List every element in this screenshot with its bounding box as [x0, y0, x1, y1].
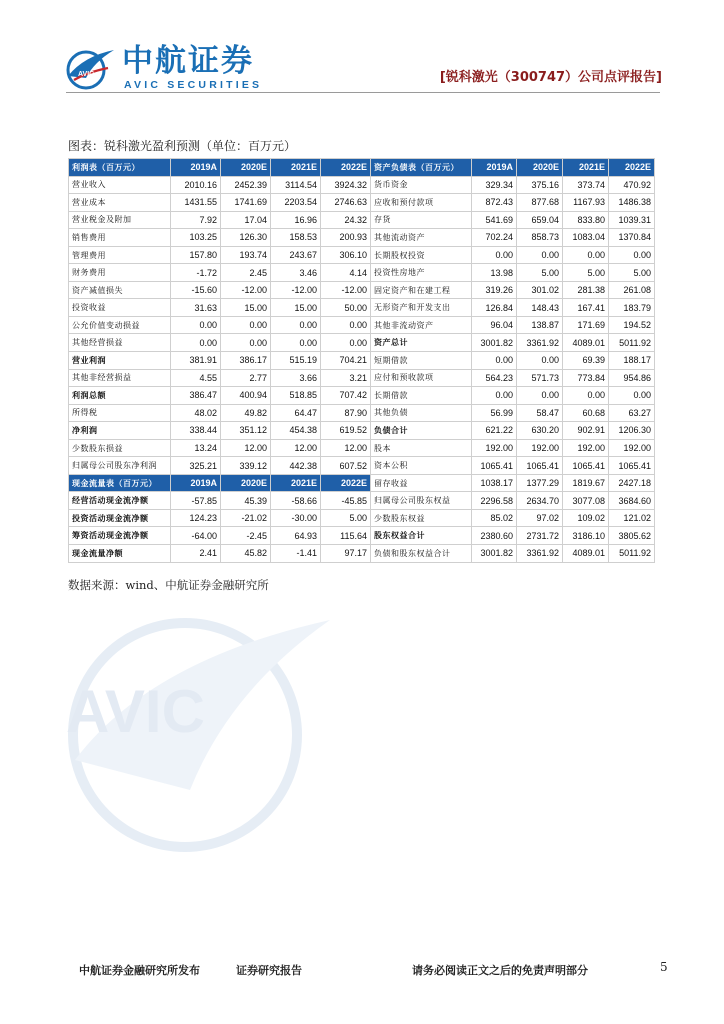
- table-row-label: 其他经营损益: [69, 334, 171, 352]
- table-cell: 281.38: [563, 281, 609, 299]
- table-cell: 243.67: [271, 246, 321, 264]
- table-row: [69, 246, 655, 264]
- table-cell: 60.68: [563, 404, 609, 422]
- table-cell: 1370.84: [609, 229, 655, 247]
- table-row-label: 资产减值损失: [69, 281, 171, 299]
- table-header-row: [69, 159, 655, 177]
- table-cell: 518.85: [271, 387, 321, 405]
- table-row-label: 营业成本: [69, 194, 171, 212]
- table-cell: 2020E: [221, 474, 271, 492]
- table-row-label: 资产负债表（百万元）: [371, 159, 472, 177]
- table-row: [69, 545, 655, 563]
- table-cell: 3077.08: [563, 492, 609, 510]
- table-cell: 16.96: [271, 211, 321, 229]
- table-cell: 2296.58: [472, 492, 517, 510]
- table-row: [69, 264, 655, 282]
- table-row-label: 投资性房地产: [371, 264, 472, 282]
- table-row-label: 应收和预付款项: [371, 194, 472, 212]
- table-cell: 2203.54: [271, 194, 321, 212]
- svg-text:AVIC: AVIC: [66, 678, 205, 745]
- table-cell: 194.52: [609, 316, 655, 334]
- table-row-label: 现金流量净额: [69, 545, 171, 563]
- table-cell: 1431.55: [171, 194, 221, 212]
- table-cell: 454.38: [271, 422, 321, 440]
- table-row: [69, 229, 655, 247]
- table-row: [69, 352, 655, 370]
- table-row: [69, 439, 655, 457]
- table-row-label: 归属母公司股东净利润: [69, 457, 171, 475]
- table-cell: 50.00: [321, 299, 371, 317]
- table-cell: 704.21: [321, 352, 371, 370]
- footer-disclaimer: 请务必阅读正文之后的免责声明部分: [412, 964, 588, 977]
- table-cell: 858.73: [517, 229, 563, 247]
- table-cell: 167.41: [563, 299, 609, 317]
- table-cell: 0.00: [517, 246, 563, 264]
- table-row: [69, 422, 655, 440]
- table-cell: 3361.92: [517, 334, 563, 352]
- table-cell: -45.85: [321, 492, 371, 510]
- table-cell: 541.69: [472, 211, 517, 229]
- table-cell: 15.00: [271, 299, 321, 317]
- table-cell: 188.17: [609, 352, 655, 370]
- table-cell: 902.91: [563, 422, 609, 440]
- table-cell: 192.00: [563, 439, 609, 457]
- table-cell: 2452.39: [221, 176, 271, 194]
- table-cell: 2021E: [271, 159, 321, 177]
- table-cell: 261.08: [609, 281, 655, 299]
- table-cell: 13.24: [171, 439, 221, 457]
- table-cell: 339.12: [221, 457, 271, 475]
- table-row: [69, 194, 655, 212]
- table-cell: -12.00: [221, 281, 271, 299]
- table-cell: 621.22: [472, 422, 517, 440]
- table-row-label: 利润表（百万元）: [69, 159, 171, 177]
- table-row-label: 长期股权投资: [371, 246, 472, 264]
- table-cell: 183.79: [609, 299, 655, 317]
- footer-report-type: 证券研究报告: [236, 964, 302, 977]
- table-cell: -2.45: [221, 527, 271, 545]
- table-cell: 171.69: [563, 316, 609, 334]
- page-footer: [0, 960, 724, 980]
- table-cell: 12.00: [221, 439, 271, 457]
- table-cell: 0.00: [517, 387, 563, 405]
- table-row-label: 股本: [371, 439, 472, 457]
- table-row: [69, 316, 655, 334]
- table-cell: 0.00: [321, 316, 371, 334]
- table-row-label: 无形资产和开发支出: [371, 299, 472, 317]
- table-cell: 1065.41: [517, 457, 563, 475]
- table-row: [69, 211, 655, 229]
- table-cell: 7.92: [171, 211, 221, 229]
- table-cell: 1065.41: [472, 457, 517, 475]
- table-row-label: 所得税: [69, 404, 171, 422]
- table-row-label: 其他非流动资产: [371, 316, 472, 334]
- table-cell: 126.30: [221, 229, 271, 247]
- table-cell: 17.04: [221, 211, 271, 229]
- table-cell: 24.32: [321, 211, 371, 229]
- table-cell: 85.02: [472, 509, 517, 527]
- table-cell: 619.52: [321, 422, 371, 440]
- table-cell: 12.00: [271, 439, 321, 457]
- table-cell: 31.63: [171, 299, 221, 317]
- table-cell: 3805.62: [609, 527, 655, 545]
- table-cell: 470.92: [609, 176, 655, 194]
- table-cell: 64.93: [271, 527, 321, 545]
- table-cell: 2021E: [271, 474, 321, 492]
- page-header: [0, 0, 724, 110]
- table-cell: 2019A: [472, 159, 517, 177]
- table-row-label: 投资活动现金流净额: [69, 509, 171, 527]
- table-row: [69, 369, 655, 387]
- table-cell: 0.00: [563, 246, 609, 264]
- table-cell: 5.00: [517, 264, 563, 282]
- table-row-label: 财务费用: [69, 264, 171, 282]
- table-cell: 0.00: [472, 387, 517, 405]
- table-row-label: 其他流动资产: [371, 229, 472, 247]
- table-row: [69, 299, 655, 317]
- table-row-label: 负债和股东权益合计: [371, 545, 472, 563]
- table-cell: -12.00: [271, 281, 321, 299]
- table-row: [69, 457, 655, 475]
- table-cell: 2634.70: [517, 492, 563, 510]
- table-row-label: 留存收益: [371, 474, 472, 492]
- table-cell: 1377.29: [517, 474, 563, 492]
- table-cell: 69.39: [563, 352, 609, 370]
- table-cell: 2020E: [517, 159, 563, 177]
- report-title: [锐科激光（300747）公司点评报告]: [439, 70, 662, 85]
- table-cell: 13.98: [472, 264, 517, 282]
- table-row-label: 公允价值变动损益: [69, 316, 171, 334]
- table-cell: 192.00: [517, 439, 563, 457]
- logo-chinese-name: 中航证券: [122, 43, 254, 79]
- table-cell: 58.47: [517, 404, 563, 422]
- table-cell: 3001.82: [472, 545, 517, 563]
- table-cell: 138.87: [517, 316, 563, 334]
- table-cell: 2019A: [171, 474, 221, 492]
- table-cell: 5.00: [321, 509, 371, 527]
- table-cell: 3.46: [271, 264, 321, 282]
- table-cell: 571.73: [517, 369, 563, 387]
- table-cell: 1039.31: [609, 211, 655, 229]
- table-cell: 5.00: [609, 264, 655, 282]
- table-cell: -30.00: [271, 509, 321, 527]
- table-cell: 373.74: [563, 176, 609, 194]
- table-row-label: 其他非经营损益: [69, 369, 171, 387]
- table-row-label: 固定资产和在建工程: [371, 281, 472, 299]
- table-row: [69, 527, 655, 545]
- table-cell: -1.41: [271, 545, 321, 563]
- table-row-label: 少数股东权益: [371, 509, 472, 527]
- table-cell: 2746.63: [321, 194, 371, 212]
- table-cell: 319.26: [472, 281, 517, 299]
- table-cell: 48.02: [171, 404, 221, 422]
- table-cell: 49.82: [221, 404, 271, 422]
- footer-publisher: 中航证券金融研究所发布: [79, 964, 200, 977]
- table-cell: 0.00: [563, 387, 609, 405]
- table-cell: 659.04: [517, 211, 563, 229]
- table-cell: 2022E: [321, 474, 371, 492]
- table-cell: 115.64: [321, 527, 371, 545]
- table-row: [69, 281, 655, 299]
- table-cell: 0.00: [221, 334, 271, 352]
- table-cell: 4.55: [171, 369, 221, 387]
- table-cell: 4089.01: [563, 334, 609, 352]
- table-cell: 97.17: [321, 545, 371, 563]
- table-row-label: 营业税金及附加: [69, 211, 171, 229]
- table-cell: 2380.60: [472, 527, 517, 545]
- table-cell: 0.00: [517, 352, 563, 370]
- table-cell: 2022E: [609, 159, 655, 177]
- table-cell: 325.21: [171, 457, 221, 475]
- data-source-note: 数据来源：wind、中航证券金融研究所: [68, 578, 269, 592]
- table-row: [69, 176, 655, 194]
- table-cell: 351.12: [221, 422, 271, 440]
- table-cell: -12.00: [321, 281, 371, 299]
- table-row-label: 投资收益: [69, 299, 171, 317]
- table-cell: 329.34: [472, 176, 517, 194]
- table-cell: 1741.69: [221, 194, 271, 212]
- table-cell: -64.00: [171, 527, 221, 545]
- financial-forecast-table: [68, 158, 655, 563]
- table-cell: 0.00: [271, 334, 321, 352]
- table-cell: -58.66: [271, 492, 321, 510]
- table-row-label: 股东权益合计: [371, 527, 472, 545]
- table-cell: 158.53: [271, 229, 321, 247]
- table-cell: 45.39: [221, 492, 271, 510]
- table-cell: 97.02: [517, 509, 563, 527]
- table-cell: -57.85: [171, 492, 221, 510]
- table-row-label: 经营活动现金流净额: [69, 492, 171, 510]
- table-cell: 877.68: [517, 194, 563, 212]
- table-cell: 2.45: [221, 264, 271, 282]
- table-row-label: 利润总额: [69, 387, 171, 405]
- table-cell: 157.80: [171, 246, 221, 264]
- avic-watermark-icon: [60, 600, 340, 860]
- table-cell: 193.74: [221, 246, 271, 264]
- table-cell: 400.94: [221, 387, 271, 405]
- table-cell: 12.00: [321, 439, 371, 457]
- table-row-label: 销售费用: [69, 229, 171, 247]
- table-cell: 2010.16: [171, 176, 221, 194]
- table-cell: 0.00: [472, 352, 517, 370]
- table-cell: 306.10: [321, 246, 371, 264]
- table-cell: 375.16: [517, 176, 563, 194]
- table-cell: 0.00: [171, 334, 221, 352]
- table-row-label: 营业收入: [69, 176, 171, 194]
- table-cell: 515.19: [271, 352, 321, 370]
- table-cell: 2021E: [563, 159, 609, 177]
- table-cell: 386.47: [171, 387, 221, 405]
- table-cell: 126.84: [472, 299, 517, 317]
- table-cell: 64.47: [271, 404, 321, 422]
- table-row-label: 现金流量表（百万元）: [69, 474, 171, 492]
- table-cell: -1.72: [171, 264, 221, 282]
- table-cell: -15.60: [171, 281, 221, 299]
- table-cell: 5.00: [563, 264, 609, 282]
- table-row: [69, 509, 655, 527]
- table-cell: 1083.04: [563, 229, 609, 247]
- table-cell: 833.80: [563, 211, 609, 229]
- table-cell: 4.14: [321, 264, 371, 282]
- table-cell: 1065.41: [609, 457, 655, 475]
- table-cell: 954.86: [609, 369, 655, 387]
- table-row-label: 存货: [371, 211, 472, 229]
- table-cell: 87.90: [321, 404, 371, 422]
- table-body: [69, 159, 655, 563]
- table-cell: 96.04: [472, 316, 517, 334]
- table-cell: 2731.72: [517, 527, 563, 545]
- table-cell: 1038.17: [472, 474, 517, 492]
- table-cell: 0.00: [609, 246, 655, 264]
- table-row-label: 货币资金: [371, 176, 472, 194]
- table-row-label: 管理费用: [69, 246, 171, 264]
- table-cell: -21.02: [221, 509, 271, 527]
- table-cell: 386.17: [221, 352, 271, 370]
- table-cell: 0.00: [171, 316, 221, 334]
- table-cell: 1206.30: [609, 422, 655, 440]
- table-row: [69, 404, 655, 422]
- table-cell: 3186.10: [563, 527, 609, 545]
- table-cell: 2.41: [171, 545, 221, 563]
- page-number: 5: [660, 960, 668, 974]
- table-cell: 56.99: [472, 404, 517, 422]
- table-cell: 0.00: [472, 246, 517, 264]
- table-cell: 564.23: [472, 369, 517, 387]
- table-cell: 338.44: [171, 422, 221, 440]
- table-row-label: 营业利润: [69, 352, 171, 370]
- table-cell: 2019A: [171, 159, 221, 177]
- table-cell: 702.24: [472, 229, 517, 247]
- table-cell: 3114.54: [271, 176, 321, 194]
- table-row: [69, 334, 655, 352]
- table-cell: 103.25: [171, 229, 221, 247]
- table-cell: 3924.32: [321, 176, 371, 194]
- table-cell: 3.21: [321, 369, 371, 387]
- table-row-label: 少数股东损益: [69, 439, 171, 457]
- header-divider: [66, 92, 660, 93]
- table-cell: 0.00: [271, 316, 321, 334]
- table-cell: 1167.93: [563, 194, 609, 212]
- table-row-label: 长期借款: [371, 387, 472, 405]
- table-row-label: 资本公积: [371, 457, 472, 475]
- table-cell: 3.66: [271, 369, 321, 387]
- svg-text:AVIC: AVIC: [78, 71, 95, 78]
- table-cell: 63.27: [609, 404, 655, 422]
- table-cell: 121.02: [609, 509, 655, 527]
- table-row-label: 短期借款: [371, 352, 472, 370]
- table-cell: 1819.67: [563, 474, 609, 492]
- table-cell: 607.52: [321, 457, 371, 475]
- table-cell: 872.43: [472, 194, 517, 212]
- table-row-label: 资产总计: [371, 334, 472, 352]
- table-caption: 图表：锐科激光盈利预测（单位：百万元）: [68, 139, 297, 153]
- table-cell: 4089.01: [563, 545, 609, 563]
- table-cell: 2427.18: [609, 474, 655, 492]
- table-header-row: [69, 474, 655, 492]
- table-cell: 2.77: [221, 369, 271, 387]
- table-cell: 3361.92: [517, 545, 563, 563]
- table-cell: 3001.82: [472, 334, 517, 352]
- table-cell: 45.82: [221, 545, 271, 563]
- table-cell: 5011.92: [609, 334, 655, 352]
- table-cell: 124.23: [171, 509, 221, 527]
- table-cell: 2022E: [321, 159, 371, 177]
- table-row-label: 负债合计: [371, 422, 472, 440]
- table-row-label: 应付和预收款项: [371, 369, 472, 387]
- table-row-label: 其他负债: [371, 404, 472, 422]
- table-cell: 442.38: [271, 457, 321, 475]
- table-cell: 2020E: [221, 159, 271, 177]
- table-cell: 5011.92: [609, 545, 655, 563]
- table-cell: 0.00: [221, 316, 271, 334]
- table-cell: 15.00: [221, 299, 271, 317]
- table-row-label: 归属母公司股东权益: [371, 492, 472, 510]
- table-cell: 1486.38: [609, 194, 655, 212]
- logo-english-name: AVIC SECURITIES: [124, 79, 263, 91]
- table-row: [69, 387, 655, 405]
- table-cell: 1065.41: [563, 457, 609, 475]
- table-cell: 381.91: [171, 352, 221, 370]
- table-row: [69, 492, 655, 510]
- table-cell: 200.93: [321, 229, 371, 247]
- table-cell: 707.42: [321, 387, 371, 405]
- table-cell: 192.00: [472, 439, 517, 457]
- table-cell: 148.43: [517, 299, 563, 317]
- table-cell: 773.84: [563, 369, 609, 387]
- avic-logo-icon: [64, 46, 116, 90]
- table-cell: 0.00: [609, 387, 655, 405]
- table-cell: 630.20: [517, 422, 563, 440]
- table-cell: 3684.60: [609, 492, 655, 510]
- table-cell: 301.02: [517, 281, 563, 299]
- table-cell: 0.00: [321, 334, 371, 352]
- table-row-label: 净利润: [69, 422, 171, 440]
- table-row-label: 筹资活动现金流净额: [69, 527, 171, 545]
- table-cell: 109.02: [563, 509, 609, 527]
- table-cell: 192.00: [609, 439, 655, 457]
